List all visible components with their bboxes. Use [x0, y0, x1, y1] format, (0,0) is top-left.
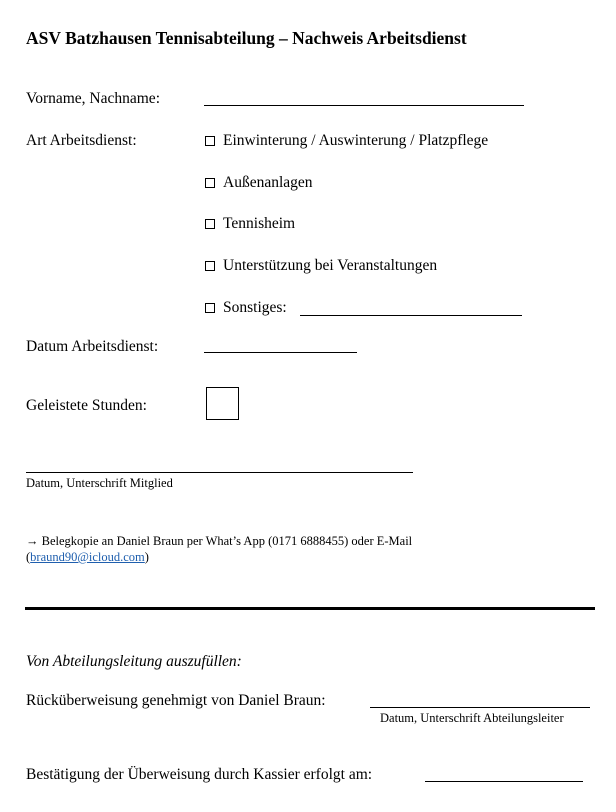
hours-label: Geleistete Stunden:: [26, 397, 147, 414]
option-label: Außenanlagen: [223, 174, 313, 191]
date-label: Datum Arbeitsdienst:: [26, 338, 159, 355]
option-tennisheim[interactable]: [205, 215, 295, 233]
member-signature-line[interactable]: [26, 472, 413, 473]
checkbox-icon[interactable]: [205, 219, 215, 229]
option-label: Tennisheim: [223, 215, 296, 232]
paren-open: (: [26, 550, 31, 564]
paren-close: ): [144, 550, 149, 564]
option-aussenanlagen[interactable]: [205, 174, 313, 192]
option-label: Unterstützung bei Veranstaltungen: [223, 257, 438, 274]
member-signature-caption: Datum, Unterschrift Mitglied: [26, 476, 173, 490]
note-line-2: [26, 550, 149, 565]
email-link[interactable]: braund90@icloud.com: [30, 550, 145, 564]
confirmation-label: Bestätigung der Überweisung durch Kassier erfolgt am:: [26, 766, 373, 783]
option-einwinterung[interactable]: [205, 132, 488, 150]
admin-heading: Von Abteilungsleitung auszufüllen:: [26, 653, 242, 670]
option-label: Sonstiges:: [223, 299, 287, 316]
sonstiges-input-line[interactable]: [300, 315, 522, 316]
checkbox-icon[interactable]: [205, 303, 215, 313]
name-input-line[interactable]: [204, 105, 524, 106]
checkbox-icon[interactable]: [205, 261, 215, 271]
approval-caption: Datum, Unterschrift Abteilungsleiter: [380, 711, 564, 725]
note-line-1: → Belegkopie an Daniel Braun per What’s App (0171 6888455) oder E-Mail: [26, 534, 413, 548]
page-title: ASV Batzhausen Tennisabteilung – Nachweis Arbeitsdienst: [26, 28, 467, 48]
approval-signature-line[interactable]: [370, 707, 590, 708]
date-input-line[interactable]: [204, 352, 357, 353]
section-divider: [25, 607, 595, 610]
approval-label: Rücküberweisung genehmigt von Daniel Braun:: [26, 692, 326, 709]
checkbox-icon[interactable]: [205, 136, 215, 146]
hours-input-box[interactable]: [206, 387, 239, 420]
option-sonstiges[interactable]: [205, 299, 287, 317]
option-label: Einwinterung / Auswinterung / Platzpflege: [223, 132, 489, 149]
option-veranstaltungen[interactable]: [205, 257, 437, 275]
checkbox-icon[interactable]: [205, 178, 215, 188]
confirmation-date-line[interactable]: [425, 781, 583, 782]
art-label: Art Arbeitsdienst:: [26, 132, 137, 149]
name-label: Vorname, Nachname:: [26, 90, 160, 107]
